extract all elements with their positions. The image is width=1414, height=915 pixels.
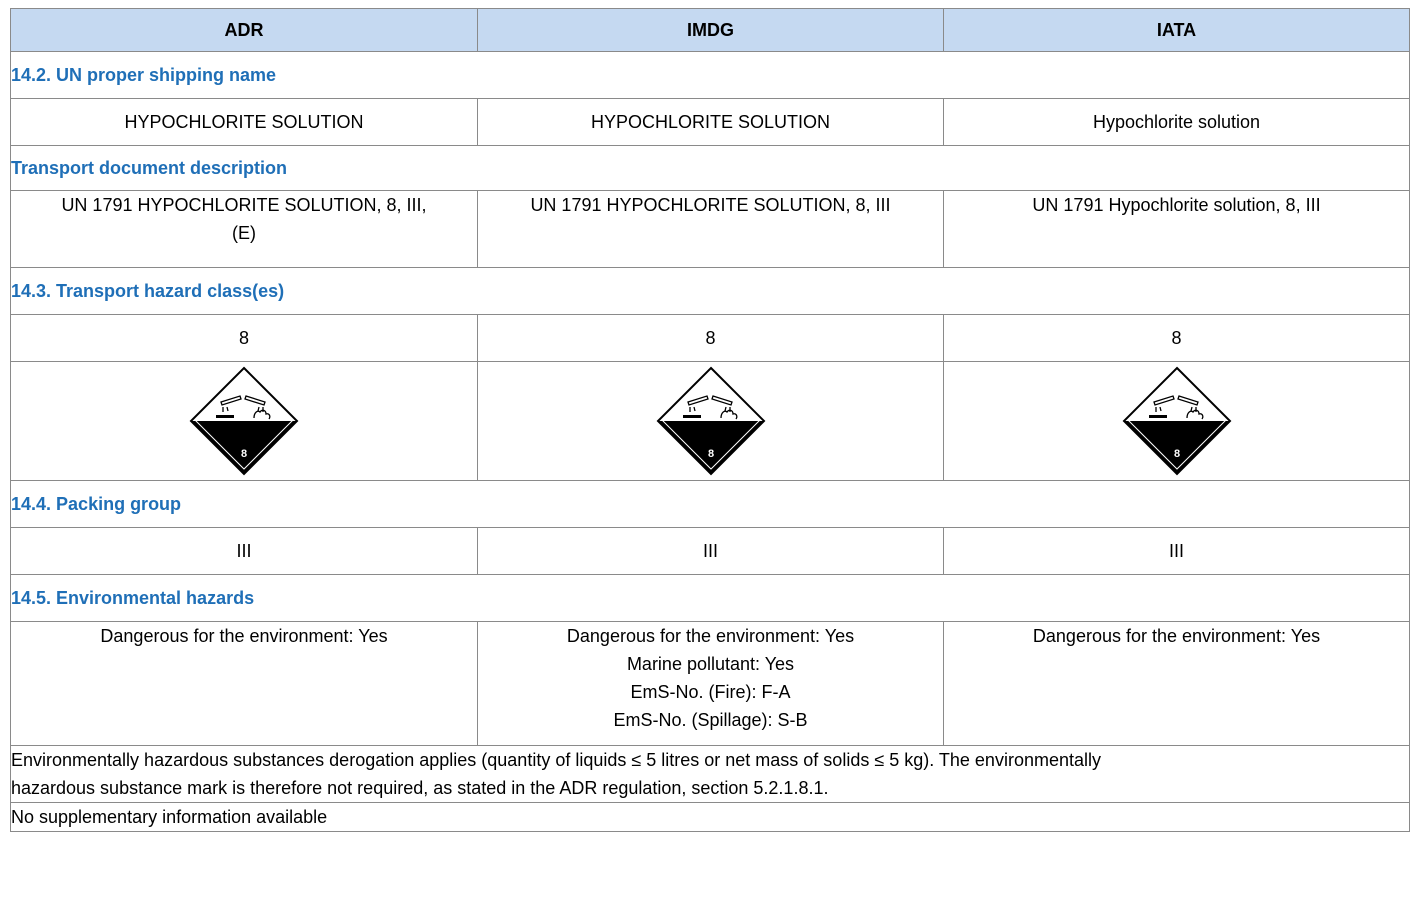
env-hazards-imdg — [478, 622, 944, 746]
section-title-packing-group: 14.4. Packing group — [11, 481, 1410, 528]
transport-doc-iata-line: UN 1791 Hypochlorite solution, 8, III — [1032, 195, 1321, 215]
env-hazards-imdg-line: Marine pollutant: Yes — [626, 654, 795, 674]
env-hazards-adr — [11, 622, 478, 746]
hazard-class-adr: 8 — [11, 315, 478, 362]
packing-group-adr: III — [11, 528, 478, 575]
shipping-name-adr: HYPOCHLORITE SOLUTION — [11, 99, 478, 146]
section-row — [11, 268, 1410, 315]
note-row — [11, 746, 1410, 803]
header-row — [11, 9, 1410, 52]
transport-doc-iata — [944, 191, 1410, 268]
env-hazards-imdg-line: Dangerous for the environment: Yes — [566, 626, 855, 646]
env-hazards-iata — [944, 622, 1410, 746]
hazard-class-imdg: 8 — [478, 315, 944, 362]
section-row — [11, 481, 1410, 528]
column-header-imdg: IMDG — [478, 9, 944, 52]
hazard-label-cell-iata — [944, 362, 1410, 481]
hazard-label-row — [11, 362, 1410, 481]
shipping-name-imdg: HYPOCHLORITE SOLUTION — [478, 99, 944, 146]
hazard-label-number: 8 — [1173, 448, 1180, 460]
transport-doc-imdg-line: UN 1791 HYPOCHLORITE SOLUTION, 8, III — [530, 195, 891, 215]
corrosive-class-8-label-icon — [655, 365, 767, 477]
env-hazards-adr-line: Dangerous for the environment: Yes — [100, 626, 388, 646]
env-hazards-imdg-line: EmS-No. (Fire): F-A — [630, 682, 791, 702]
table-row — [11, 622, 1410, 746]
hazard-label-number: 8 — [707, 448, 714, 460]
section-title-hazard-class: 14.3. Transport hazard class(es) — [11, 268, 1410, 315]
table-row — [11, 99, 1410, 146]
section-row — [11, 146, 1410, 191]
table-row — [11, 315, 1410, 362]
corrosive-class-8-label-icon — [1121, 365, 1233, 477]
transport-doc-adr — [11, 191, 478, 268]
env-hazards-imdg-line: EmS-No. (Spillage): S-B — [613, 710, 808, 730]
hazard-label-number: 8 — [240, 448, 248, 460]
corrosive-class-8-label-icon — [188, 365, 300, 477]
section-row — [11, 575, 1410, 622]
packing-group-imdg: III — [478, 528, 944, 575]
transport-doc-adr-line: (E) — [232, 223, 256, 243]
transport-doc-imdg — [478, 191, 944, 268]
hazard-class-iata: 8 — [944, 315, 1410, 362]
note-row — [11, 803, 1410, 832]
section-title-transport-document: Transport document description — [11, 146, 1410, 191]
supplementary-info: No supplementary information available — [11, 803, 1410, 832]
env-hazards-iata-line: Dangerous for the environment: Yes — [1032, 626, 1321, 646]
section-title-shipping-name: 14.2. UN proper shipping name — [11, 52, 1410, 99]
shipping-name-iata: Hypochlorite solution — [944, 99, 1410, 146]
hazard-label-cell-imdg — [478, 362, 944, 481]
hazard-label-cell-adr — [11, 362, 478, 481]
derogation-note-line: Environmentally hazardous substances derogation applies (quantity of liquids ≤ 5 litres or net mass of solids ≤ 5 kg). The environmentally — [11, 750, 1101, 770]
packing-group-iata: III — [944, 528, 1410, 575]
table-row — [11, 528, 1410, 575]
transport-info-table — [10, 8, 1410, 832]
section-title-environmental-hazards: 14.5. Environmental hazards — [11, 575, 1410, 622]
column-header-adr: ADR — [11, 9, 478, 52]
transport-doc-adr-line: UN 1791 HYPOCHLORITE SOLUTION, 8, III, — [61, 195, 427, 215]
derogation-note-line: hazardous substance mark is therefore not required, as stated in the ADR regulation, section 5.2.1.8.1. — [11, 778, 829, 798]
column-header-iata: IATA — [944, 9, 1410, 52]
section-row — [11, 52, 1410, 99]
derogation-note — [11, 746, 1410, 803]
table-row — [11, 191, 1410, 268]
